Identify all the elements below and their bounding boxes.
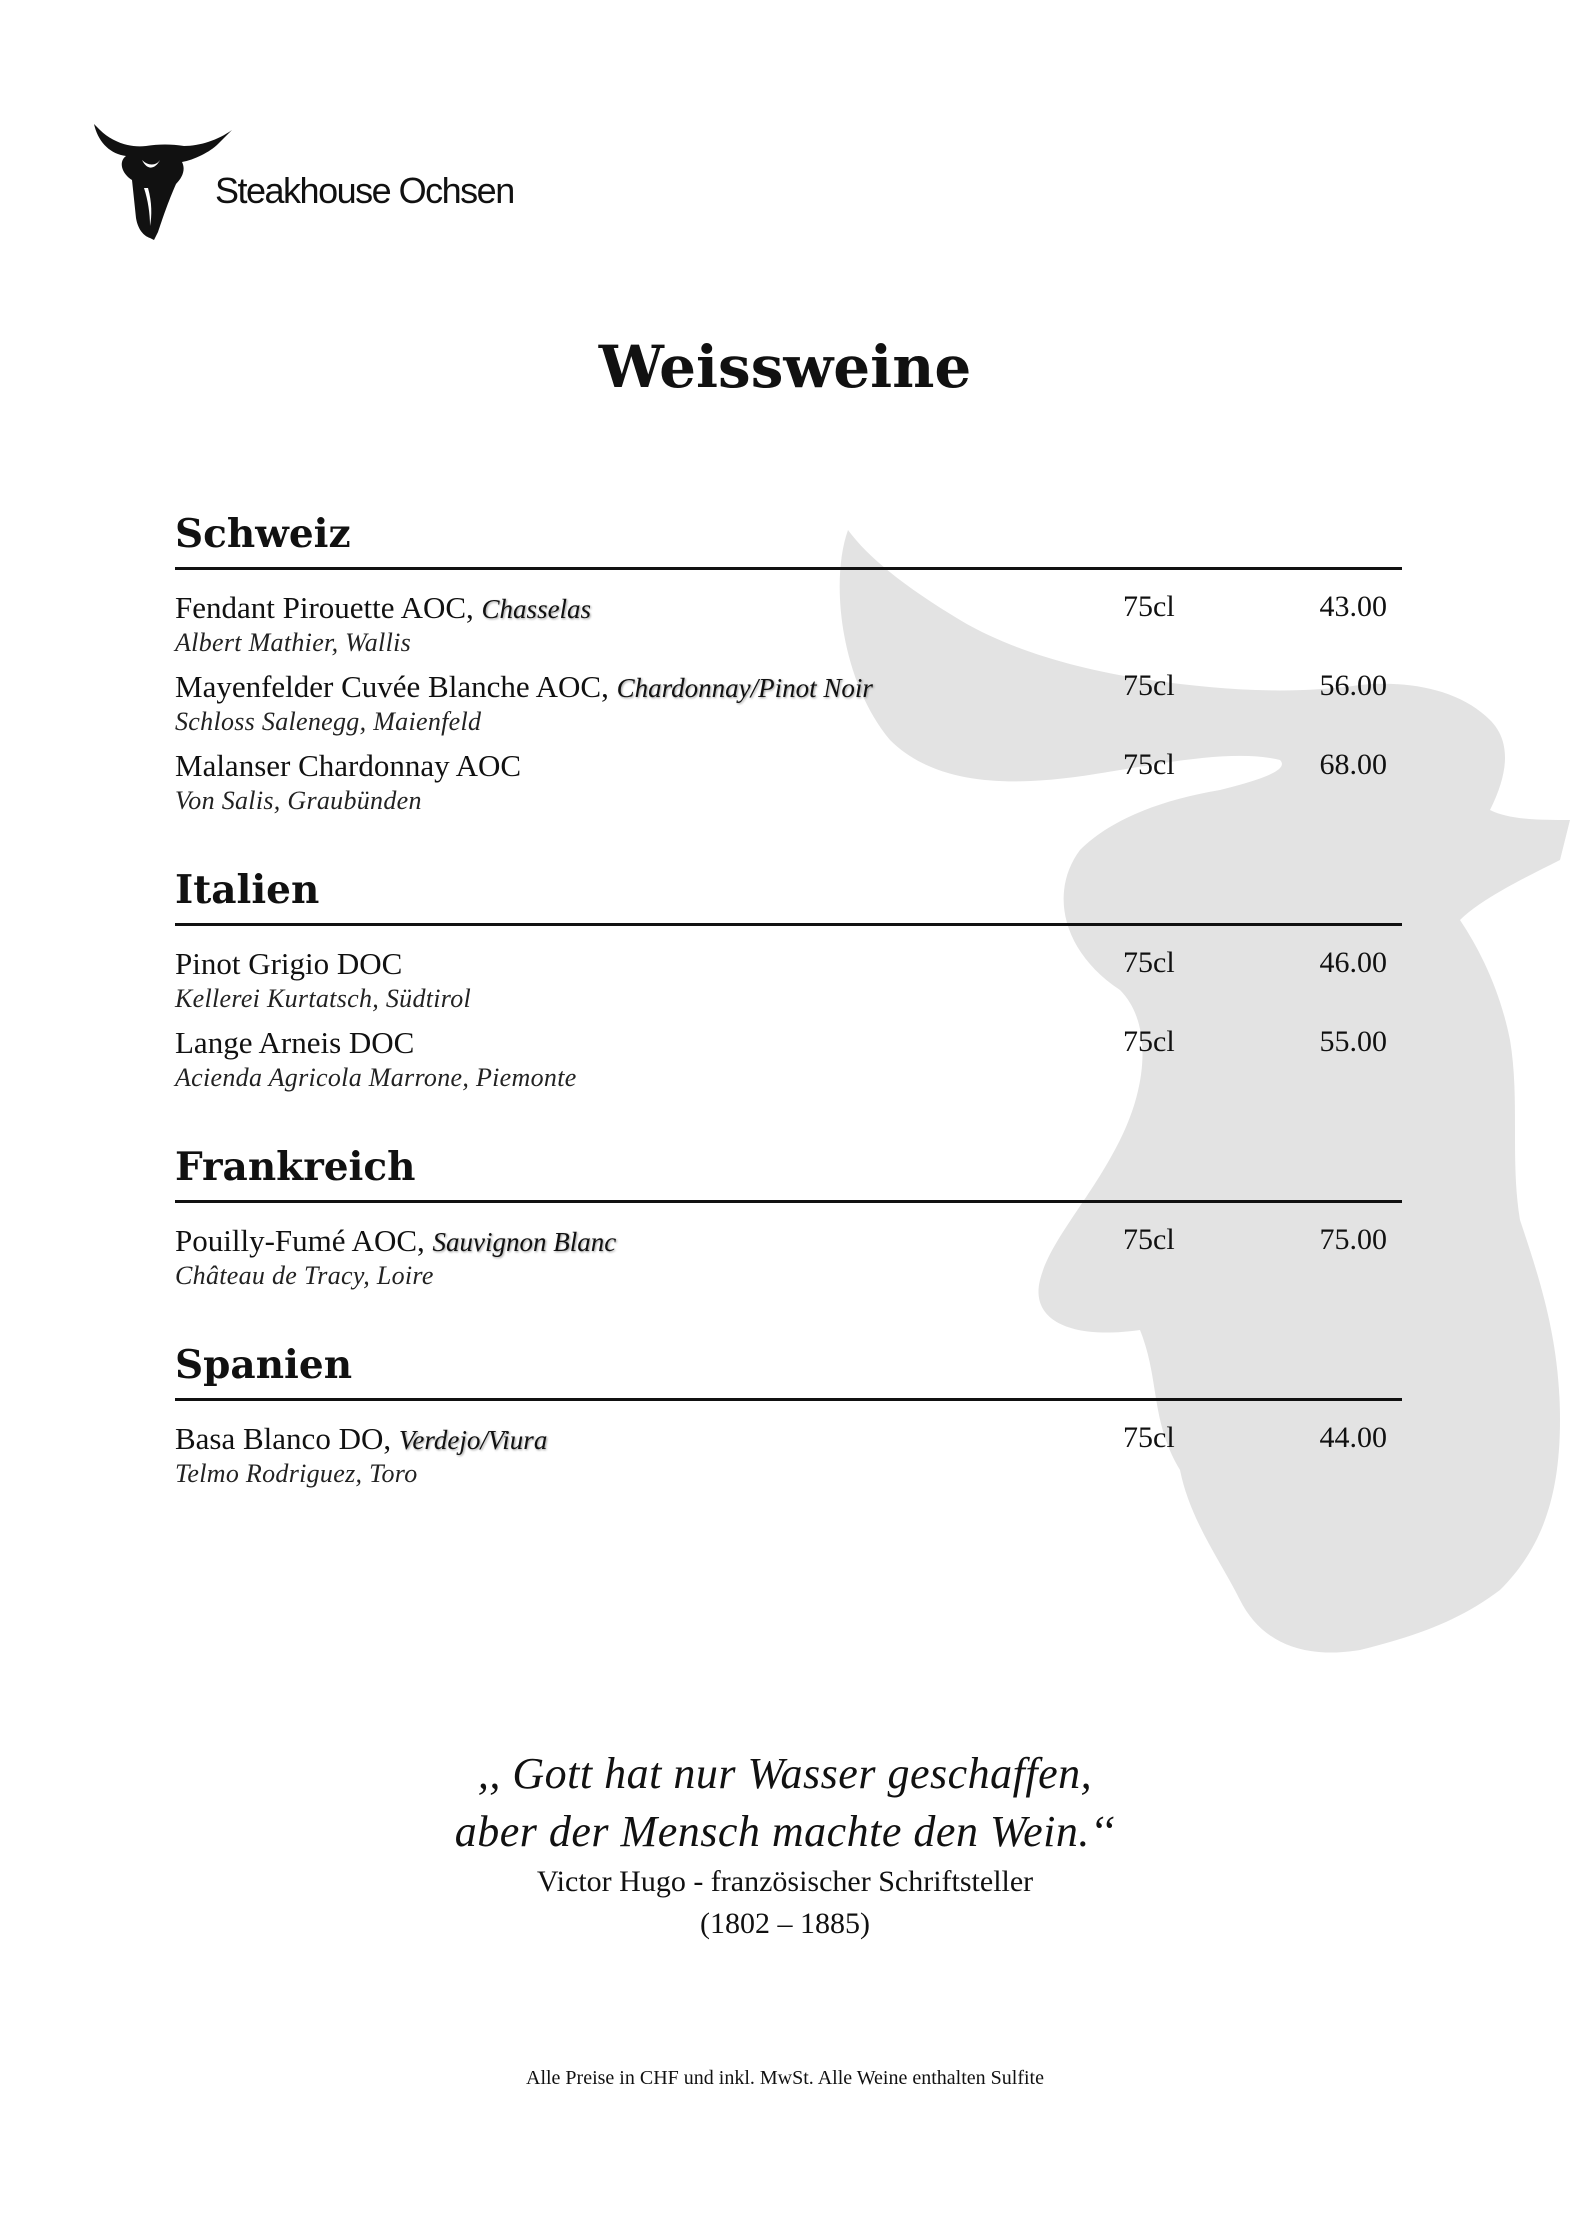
wine-producer: Albert Mathier, Wallis — [175, 628, 412, 657]
wine-producer: Telmo Rodriguez, Toro — [175, 1459, 418, 1488]
wine-price: 46.00 — [1319, 946, 1387, 979]
wine-name: Basa Blanco DO, Verdejo/Viura — [175, 1421, 548, 1456]
region-frankreich — [175, 1136, 1402, 1294]
region-heading: Spanien — [175, 1342, 353, 1388]
page-title: Weissweine — [598, 333, 972, 401]
wine-producer: Château de Tracy, Loire — [175, 1261, 434, 1290]
wine-volume: 75cl — [1123, 669, 1175, 702]
quote-years: (1802 – 1885) — [700, 1907, 870, 1940]
wine-price: 44.00 — [1319, 1421, 1387, 1454]
region-heading: Frankreich — [175, 1144, 416, 1190]
wine-name: Lange Arneis DOC — [175, 1025, 415, 1060]
wine-item — [175, 1413, 1402, 1492]
region-heading: Schweiz — [175, 511, 351, 557]
wine-name: Mayenfelder Cuvée Blanche AOC, Chardonnay/Pinot Noir — [175, 669, 873, 704]
wine-volume: 75cl — [1123, 1223, 1175, 1256]
quote-author: Victor Hugo - französischer Schriftsteller — [536, 1865, 1034, 1898]
quote-line: ,, Gott hat nur Wasser geschaffen, — [477, 1749, 1093, 1798]
wine-producer: Acienda Agricola Marrone, Piemonte — [175, 1063, 577, 1092]
wine-item — [175, 1215, 1402, 1294]
wine-price: 55.00 — [1319, 1025, 1387, 1058]
wine-volume: 75cl — [1123, 748, 1175, 781]
wine-name: Pouilly-Fumé AOC, Sauvignon Blanc — [175, 1223, 617, 1258]
wine-item — [175, 740, 1402, 819]
wine-volume: 75cl — [1123, 1421, 1175, 1454]
wine-name: Pinot Grigio DOC — [175, 946, 403, 981]
restaurant-logo — [92, 122, 562, 242]
wine-price: 43.00 — [1319, 590, 1387, 623]
quote-line: aber der Mensch machte den Wein.‘‘ — [454, 1807, 1116, 1856]
wine-price: 75.00 — [1319, 1223, 1387, 1256]
wine-item — [175, 938, 1402, 1017]
wine-producer: Kellerei Kurtatsch, Südtirol — [175, 984, 472, 1013]
wine-volume: 75cl — [1123, 1025, 1175, 1058]
wine-grape: Sauvignon Blanc — [432, 1227, 617, 1257]
brand-name: Steakhouse Ochsen — [215, 170, 514, 211]
wine-price: 56.00 — [1319, 669, 1387, 702]
wine-volume: 75cl — [1123, 946, 1175, 979]
region-italien — [175, 859, 1402, 1096]
wine-name: Fendant Pirouette AOC, Chasselas — [175, 590, 592, 625]
wine-grape: Chasselas — [481, 594, 592, 624]
region-schweiz — [175, 503, 1402, 819]
wine-grape: Verdejo/Viura — [398, 1425, 548, 1455]
quote-block — [0, 1745, 1570, 1945]
region-spanien — [175, 1334, 1402, 1492]
wine-item — [175, 661, 1402, 740]
wine-producer: Von Salis, Graubünden — [175, 786, 422, 815]
wine-item — [175, 582, 1402, 661]
wine-volume: 75cl — [1123, 590, 1175, 623]
wine-grape: Chardonnay/Pinot Noir — [616, 673, 873, 703]
wine-item — [175, 1017, 1402, 1096]
wine-price: 68.00 — [1319, 748, 1387, 781]
footer-note: Alle Preise in CHF und inkl. MwSt. Alle Weine enthalten Sulfite — [526, 2067, 1044, 2089]
region-heading: Italien — [175, 867, 320, 913]
wine-producer: Schloss Salenegg, Maienfeld — [175, 707, 482, 736]
wine-name: Malanser Chardonnay AOC — [175, 748, 522, 783]
